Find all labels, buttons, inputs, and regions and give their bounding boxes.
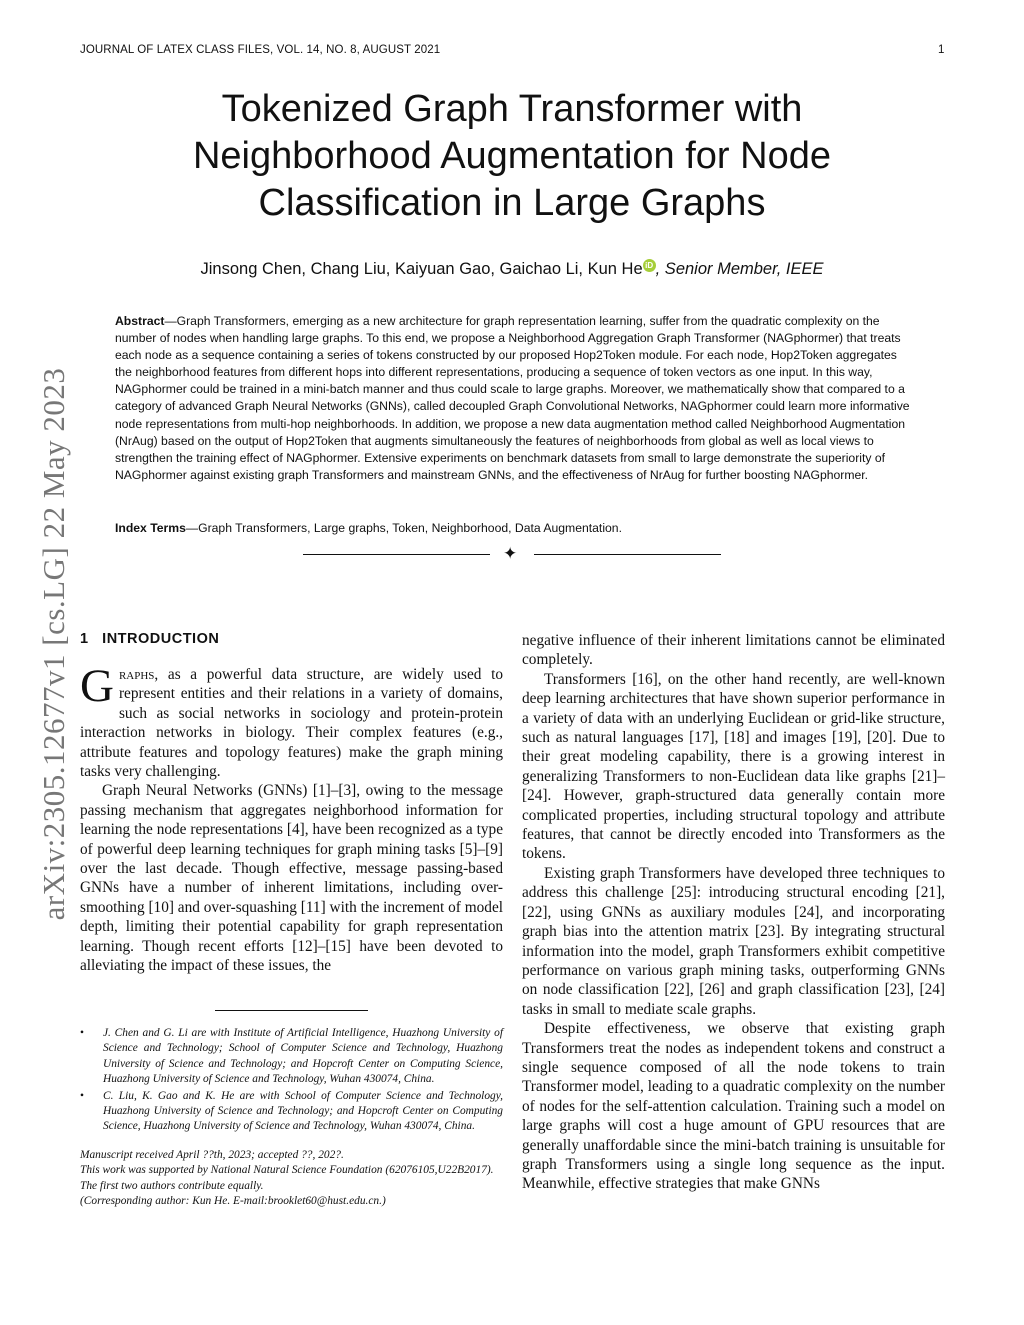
- right-paragraph-3: Despite effectiveness, we observe that existing graph Transformers treat the nodes as independent tokens and construct a single sequence composed of all the node tokens to train Transformer model, leading to a quadratic complexity on the number of nodes for the self-attention calculation. Training such a model on large graphs will cost a huge amount of GPU resources that are generally unaffordable since the mini-batch training is unsuitable for graph Transformers using a single long sequence as the input. Meanwhile, effective strategies that make GNNs: [522, 1020, 945, 1193]
- left-column: [80, 660, 503, 976]
- right-paragraph-2: Existing graph Transformers have developed three techniques to address this challenge [25]: introducing structural encoding [21], [22], using GNNs as auxiliary modules [24], and incorporating graph bias into the attention matrix [23]. By integrating structural information into the model, graph Transformers exhibit competitive performance on various graph mining tasks, outperforming GNNs on node classification [22], [26] and graph classification [23], [24] tasks in small to mediate scale graphs.: [522, 864, 945, 1018]
- index-terms: [115, 521, 911, 535]
- separator-line-left: [303, 554, 490, 555]
- separator-diamond-icon: ✦: [503, 544, 518, 563]
- author-line: [120, 259, 904, 279]
- footnote-rule: [215, 1010, 368, 1011]
- intro-paragraph-1: [80, 660, 503, 781]
- drop-cap: G: [80, 660, 114, 712]
- author-suffix: , Senior Member, IEEE: [655, 260, 824, 278]
- section-number: 1: [80, 631, 89, 647]
- intro-paragraph-2: Graph Neural Networks (GNNs) [1]–[3], owing to the message passing mechanism that aggregates neighborhood information for learning the node representations [4], have been recognized as a type of powerful deep learning techniques for graph mining tasks [5]–[9] over the last decade. Though effective, message passing-based GNNs have a number of inherent limitations, including over-smoothing [10] and over-squashing [11] with the increment of model depth, limiting their potential capability for graph representation learning. Though recent efforts [12]–[15] have been devoted to alleviating the impact of these issues, the: [80, 782, 503, 975]
- right-paragraph-0: negative influence of their inherent limitations cannot be eliminated completely.: [522, 632, 945, 669]
- section-title: INTRODUCTION: [102, 631, 220, 647]
- orcid-icon[interactable]: iD: [643, 259, 656, 272]
- section-heading: [80, 631, 219, 647]
- intro-smallcaps: raphs: [118, 666, 155, 683]
- abstract-text: —Graph Transformers, emerging as a new architecture for graph representation learning, suffer from the quadratic complexity on the number of nodes when handling large graphs. To this end, we propose a Neighborhood Aggregation Graph Transformer (NAGphormer) that treats each node as a sequence containing a series of tokens constructed by our proposed Hop2Token module. For each node, Hop2Token aggregates the neighborhood features from different hops into different representations, producing a sequence of token vectors as one input. In this way, NAGphormer could be trained in a mini-batch manner and thus could scale to large graphs. Moreover, we mathematically show that compared to a category of advanced Graph Neural Networks (GNNs), called decoupled Graph Convolutional Networks, NAGphormer could learn more informative node representations from multi-hop neighborhoods. In addition, we propose a new data augmentation method called Neighborhood Augmentation (NrAug) based on the output of Hop2Token that augments simultaneously the features of neighborhoods from global as well as local views to strengthen the training effect of NAGphormer. Extensive experiments on benchmark datasets from small to large demonstrate the superiority of NAGphormer against existing graph Transformers and mainstream GNNs, and the effectiveness of NrAug for further boosting NAGphormer.: [115, 314, 910, 482]
- footnote-equal-contribution: The first two authors contribute equally.: [80, 1179, 264, 1192]
- bullet-icon: •: [80, 1089, 84, 1102]
- right-paragraph-1: Transformers [16], on the other hand recently, are well-known deep learning architectures that have shown superior performance in a variety of data with an underlying Euclidean or grid-like structure, such as natural languages [17], [18] and images [19], [20]. Due to their great modeling capability, there is a growing interest in generalizing Transformers to non-Euclidean data like graphs [21]–[24]. However, graph-structured data generally contain more complicated properties, including structural topology and attribute features, that cannot be directly encoded into Transformers as the tokens.: [522, 670, 945, 863]
- abstract: [115, 313, 911, 484]
- footnote-corresponding: (Corresponding author: Kun He. E-mail:brooklet60@hust.edu.cn.): [80, 1195, 386, 1208]
- affiliation-1-text: J. Chen and G. Li are with Institute of Artificial Intelligence, Huazhong University of Science and Technology; School of Computer Science and Technology, Huazhong University of Science and Technology; and Hopcroft Center on Computing Science, Huazhong University of Science and Technology, Wuhan 430074, China.: [103, 1027, 503, 1086]
- arxiv-watermark: arXiv:2305.12677v1 [cs.LG] 22 May 2023: [36, 367, 71, 921]
- author-names: Jinsong Chen, Chang Liu, Kaiyuan Gao, Gaichao Li, Kun He: [200, 260, 643, 278]
- right-column: [522, 631, 945, 1194]
- bullet-icon: •: [80, 1027, 84, 1039]
- abstract-label: Abstract: [115, 314, 165, 328]
- separator-line-right: [534, 554, 721, 555]
- index-terms-text: —Graph Transformers, Large graphs, Token, Neighborhood, Data Augmentation.: [185, 521, 622, 535]
- intro-paragraph-1-text: , as a powerful data structure, are widely used to represent entities and their relations in a variety of domains, such as social networks in sociology and protein-protein interaction networks in biology. Their complex features (e.g., attribute features and topology features) make the graph mining tasks very challenging.: [80, 666, 503, 781]
- paper-title: Tokenized Graph Transformer with Neighborhood Augmentation for Node Classification in Large Graphs: [192, 88, 831, 224]
- footnote-affiliation-2: [80, 1089, 503, 1135]
- affiliation-2-text: C. Liu, K. Gao and K. He are with School of Computer Science and Technology, Huazhong University of Science and Technology; and Hopcroft Center on Computing Science, Huazhong University of Science and Technology, Wuhan 430074, China.: [103, 1089, 503, 1133]
- running-head: JOURNAL OF LATEX CLASS FILES, VOL. 14, NO. 8, AUGUST 2021: [80, 44, 441, 56]
- footnote-notes: [80, 1148, 503, 1210]
- footnote-support: This work was supported by National Natural Science Foundation (62076105,U22B2017).: [80, 1164, 494, 1177]
- footnote-received: Manuscript received April ??th, 2023; accepted ??, 202?.: [80, 1148, 344, 1161]
- footnote-affiliation-1: [80, 1026, 503, 1088]
- index-terms-label: Index Terms: [115, 521, 186, 535]
- page-number: 1: [938, 44, 945, 56]
- footnotes: [80, 1026, 503, 1209]
